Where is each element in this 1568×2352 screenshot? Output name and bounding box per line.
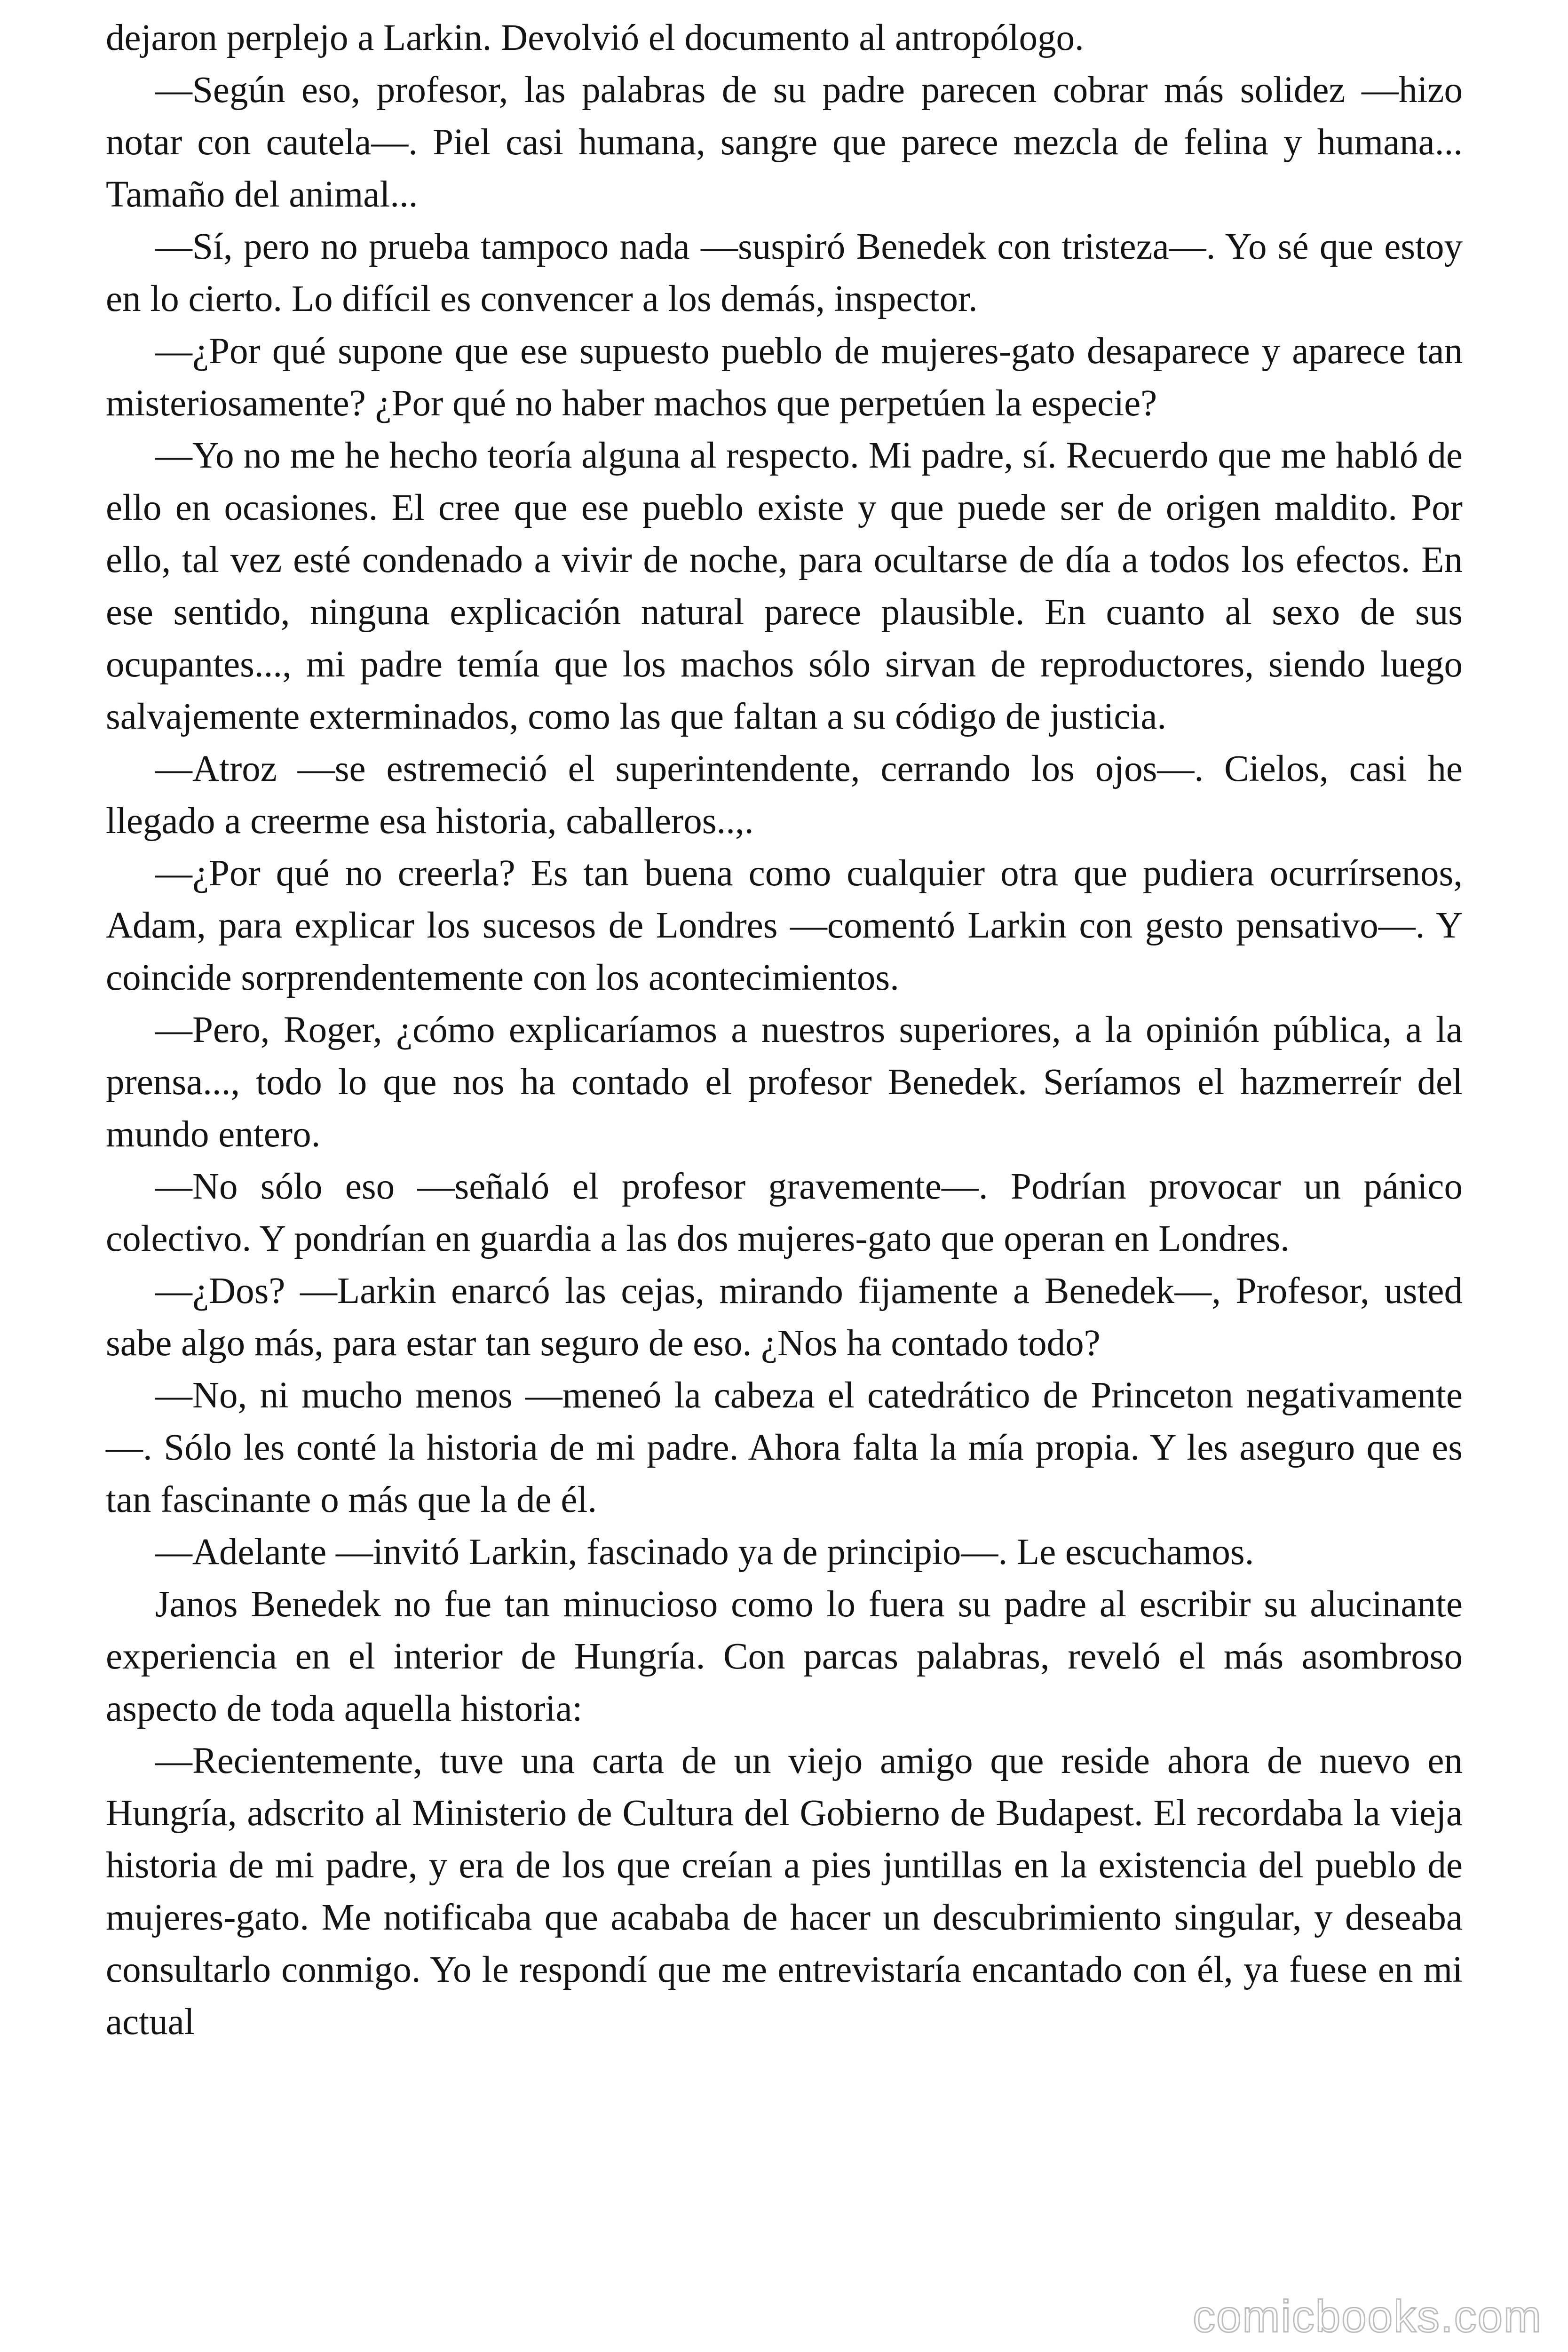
paragraph: —¿Por qué no creerla? Es tan buena como cualquier otra que pudiera ocurrírsenos, Adam, para explicar los sucesos de Londres —comentó Larkin con gesto pensativo—. Y coincide sorprendentemente con los acontecimientos.	[106, 853, 1463, 998]
paragraph: —No, ni mucho menos —meneó la cabeza el catedrático de Princeton negativamente—. Sólo les conté la historia de mi padre. Ahora falta la mía propia. Y les aseguro que es tan fascinante o más que la de él.	[106, 1375, 1463, 1520]
paragraph: —Según eso, profesor, las palabras de su padre parecen cobrar más solidez —hizo notar con cautela—. Piel casi humana, sangre que parece mezcla de felina y humana... Tamaño del animal...	[106, 70, 1463, 215]
paragraph: Janos Benedek no fue tan minucioso como lo fuera su padre al escribir su alucinante experiencia en el interior de Hungría. Con parcas palabras, reveló el más asombroso aspecto de toda aquella historia:	[106, 1584, 1463, 1729]
paragraph: —No sólo eso —señaló el profesor gravemente—. Podrían provocar un pánico colectivo. Y pondrían en guardia a las dos mujeres-gato que operan en Londres.	[106, 1166, 1463, 1259]
paragraph: —¿Dos? —Larkin enarcó las cejas, mirando fijamente a Benedek—, Profesor, usted sabe algo más, para estar tan seguro de eso. ¿Nos ha contado todo?	[106, 1271, 1463, 1364]
page-text-body	[106, 12, 1463, 2048]
paragraph: —Sí, pero no prueba tampoco nada —suspiró Benedek con tristeza—. Yo sé que estoy en lo cierto. Lo difícil es convencer a los demás, inspector.	[106, 226, 1463, 319]
paragraph: —¿Por qué supone que ese supuesto pueblo de mujeres-gato desaparece y aparece tan misteriosamente? ¿Por qué no haber machos que perpetúen la especie?	[106, 331, 1463, 424]
paragraph: —Pero, Roger, ¿cómo explicaríamos a nuestros superiores, a la opinión pública, a la prensa..., todo lo que nos ha contado el profesor Benedek. Seríamos el hazmerreír del mundo entero.	[106, 1009, 1463, 1155]
paragraph: —Recientemente, tuve una carta de un viejo amigo que reside ahora de nuevo en Hungría, adscrito al Ministerio de Cultura del Gobierno de Budapest. El recordaba la vieja historia de mi padre, y era de los que creían a pies juntillas en la existencia del pueblo de mujeres-gato. Me notificaba que acababa de hacer un descubrimiento singular, y deseaba consultarlo conmigo. Yo le respondí que me entrevistaría encantado con él, ya fuese en mi actual	[106, 1740, 1463, 2042]
paragraph: —Yo no me he hecho teoría alguna al respecto. Mi padre, sí. Recuerdo que me habló de ello en ocasiones. El cree que ese pueblo existe y que puede ser de origen maldito. Por ello, tal vez esté condenado a vivir de noche, para ocultarse de día a todos los efectos. En ese sentido, ninguna explicación natural parece plausible. En cuanto al sexo de sus ocupantes..., mi padre temía que los machos sólo sirvan de reproductores, siendo luego salvajemente exterminados, como las que faltan a su código de justicia.	[106, 435, 1463, 737]
paragraph: dejaron perplejo a Larkin. Devolvió el documento al antropólogo.	[106, 17, 1084, 58]
watermark: comicbooks.com	[1193, 2291, 1542, 2342]
paragraph: —Atroz —se estremeció el superintendente, cerrando los ojos—. Cielos, casi he llegado a creerme esa historia, caballeros..,.	[106, 748, 1463, 842]
paragraph: —Adelante —invitó Larkin, fascinado ya de principio—. Le escuchamos.	[155, 1532, 1254, 1573]
